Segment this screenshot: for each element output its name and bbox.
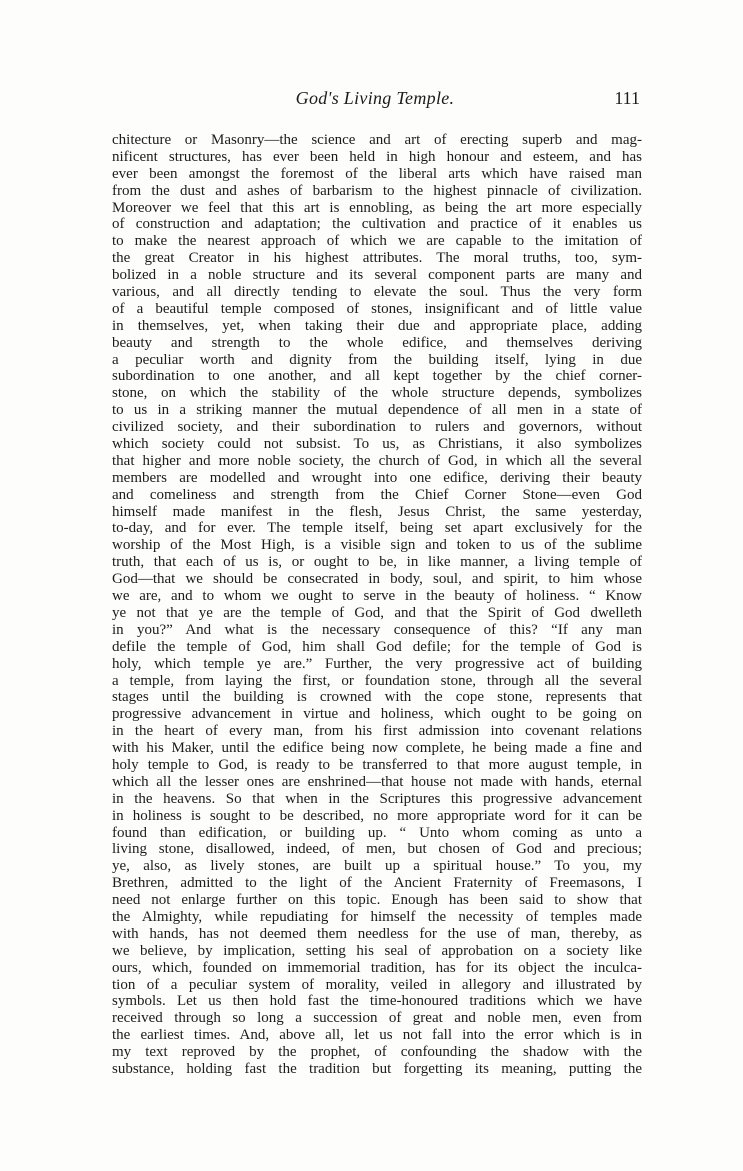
text-line: the great Creator in his highest attributes. The moral truths, too, sym- [112, 250, 642, 267]
text-line: members are modelled and wrought into one edifice, deriving their beauty [112, 469, 642, 486]
text-line: truth, that each of us is, or ought to be, in like manner, a living temple of [112, 554, 642, 571]
text-line: and comeliness and strength from the Chief Corner Stone—even God [112, 486, 642, 503]
text-line: of construction and adaptation; the cultivation and practice of it enables us [112, 216, 642, 233]
text-line: in the heavens. So that when in the Scriptures this progressive advancement [112, 790, 642, 807]
text-line: in you?” And what is the necessary consequence of this? “If any man [112, 621, 642, 638]
body-text [112, 132, 642, 1078]
text-line: subordination to one another, and all kept together by the chief corner- [112, 368, 642, 385]
text-line: received through so long a succession of great and noble men, even from [112, 1010, 642, 1027]
text-line: of a beautiful temple composed of stones, insignificant and of little value [112, 300, 642, 317]
text-line: nificent structures, has ever been held in high honour and esteem, and has [112, 148, 642, 165]
text-line: to make the nearest approach of which we are capable to the imitation of [112, 233, 642, 250]
text-line: bolized in a noble structure and its several component parts are many and [112, 267, 642, 284]
running-title: God's Living Temple. [295, 88, 455, 108]
text-line: stages until the building is crowned with the cope stone, represents that [112, 689, 642, 706]
text-line: in the heart of every man, from his first admission into covenant relations [112, 723, 642, 740]
text-line: holy, which temple ye are.” Further, the very progressive act of building [112, 655, 642, 672]
text-line: which all the lesser ones are enshrined—that house not made with hands, eternal [112, 773, 642, 790]
text-line: Moreover we feel that this art is ennobling, as being the art more especially [112, 199, 642, 216]
text-line: that higher and more noble society, the church of God, in which all the several [112, 452, 642, 469]
text-line: which society could not subsist. To us, as Christians, it also symbolizes [112, 436, 642, 453]
text-line: ye not that ye are the temple of God, and that the Spirit of God dwelleth [112, 604, 642, 621]
text-line: symbols. Let us then hold fast the time-honoured traditions which we have [112, 993, 642, 1010]
text-line: to us in a striking manner the mutual dependence of all men in a state of [112, 402, 642, 419]
text-line: in themselves, yet, when taking their due and appropriate place, adding [112, 317, 642, 334]
text-line: tion of a peculiar system of morality, veiled in allegory and illustrated by [112, 976, 642, 993]
text-line: found than edification, or building up. “ Unto whom coming as unto a [112, 824, 642, 841]
page-number: 111 [614, 88, 640, 108]
text-line: substance, holding fast the tradition but forgetting its meaning, putting the [112, 1060, 642, 1077]
text-line: God—that we should be consecrated in body, soul, and spirit, to him whose [112, 571, 642, 588]
text-line: a peculiar worth and dignity from the building itself, lying in due [112, 351, 642, 368]
text-line: in holiness is sought to be described, no more appropriate word for it can be [112, 807, 642, 824]
text-line: himself made manifest in the flesh, Jesus Christ, the same yesterday, [112, 503, 642, 520]
text-line: we believe, by implication, setting his seal of approbation on a society like [112, 942, 642, 959]
text-line: to-day, and for ever. The temple itself, being set apart exclusively for the [112, 520, 642, 537]
running-head [110, 88, 640, 114]
text-line: with hands, has not deemed them needless for the use of man, thereby, as [112, 925, 642, 942]
text-line: beauty and strength to the whole edifice, and themselves deriving [112, 334, 642, 351]
text-line: a temple, from laying the first, or foundation stone, through all the several [112, 672, 642, 689]
text-line: the Almighty, while repudiating for himself the necessity of temples made [112, 908, 642, 925]
text-line: Brethren, admitted to the light of the Ancient Fraternity of Freemasons, I [112, 875, 642, 892]
text-line: ever been amongst the foremost of the liberal arts which have raised man [112, 165, 642, 182]
text-line: worship of the Most High, is a visible sign and token to us of the sublime [112, 537, 642, 554]
text-line: ye, also, as lively stones, are built up a spiritual house.” To you, my [112, 858, 642, 875]
text-line: holy temple to God, is ready to be transferred to that more august temple, in [112, 756, 642, 773]
text-line: my text reproved by the prophet, of confounding the shadow with the [112, 1044, 642, 1061]
text-line: defile the temple of God, him shall God defile; for the temple of God is [112, 638, 642, 655]
text-line: ours, which, founded on immemorial tradition, has for its object the inculca- [112, 959, 642, 976]
text-line: with his Maker, until the edifice being now complete, he being made a fine and [112, 740, 642, 757]
text-line: stone, on which the stability of the whole structure depends, symbolizes [112, 385, 642, 402]
text-line: the earliest times. And, above all, let us not fall into the error which is in [112, 1027, 642, 1044]
text-line: need not enlarge further on this topic. Enough has been said to show that [112, 892, 642, 909]
text-line: various, and all directly tending to elevate the soul. Thus the very form [112, 284, 642, 301]
text-line: chitecture or Masonry—the science and art of erecting superb and mag- [112, 132, 642, 148]
text-line: civilized society, and their subordination to rulers and governors, without [112, 419, 642, 436]
text-line: progressive advancement in virtue and holiness, which ought to be going on [112, 706, 642, 723]
text-line: we are, and to whom we ought to serve in the beauty of holiness. “ Know [112, 588, 642, 605]
text-line: living stone, disallowed, indeed, of men, but chosen of God and precious; [112, 841, 642, 858]
text-line: from the dust and ashes of barbarism to the highest pinnacle of civilization. [112, 182, 642, 199]
